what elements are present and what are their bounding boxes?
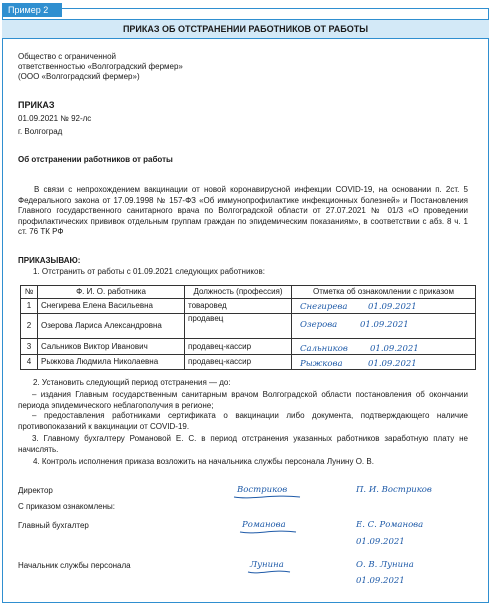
accountant-label: Главный бухгалтер xyxy=(18,521,89,530)
col-header-name: Ф. И. О. работника xyxy=(38,286,185,299)
handwritten-date: 01.09.2021 xyxy=(370,344,419,354)
preamble-text: В связи с непрохождением вакцинации от новой коронавирусной инфекции COVID-19, на основании п. 2ст. 5 Федерального закона от 17.09.1998 № 157-ФЗ «Об иммунопрофилактике инфекционных болезней» и Постановления Главного государственного санитарного врача по Волгоградской области от 27.07.2021 № 01/3 «О проведении профилактических прививок отдельным группам граждан по эпидемическим показаниям», в соответствии с абз. 8 ч. 1 ст. 76 ТК РФ xyxy=(18,185,468,236)
hr-label: Начальник службы персонала xyxy=(18,561,131,570)
handwritten-date: 01.09.2021 xyxy=(368,302,417,312)
item-3: 3. Главному бухгалтеру Романовой Е. С. в период отстранения указанных работников заработную плату не начислять. xyxy=(18,434,468,454)
row-num: 3 xyxy=(21,339,38,355)
row-num: 2 xyxy=(21,314,38,339)
accountant-signature: Романова xyxy=(242,520,286,530)
item-4: 4. Контроль исполнения приказа возложить на начальника службы персонала Лунину О. В. xyxy=(33,457,374,466)
handwritten-date: 01.09.2021 xyxy=(360,320,409,330)
handwritten-date: 01.09.2021 xyxy=(368,359,417,369)
director-label: Директор xyxy=(18,486,53,495)
col-header-position: Должность (профессия) xyxy=(185,286,292,299)
document-title: ПРИКАЗ ОБ ОТСТРАНЕНИИ РАБОТНИКОВ ОТ РАБОТЫ xyxy=(2,19,489,39)
order-city: г. Волгоград xyxy=(18,127,63,136)
org-name-line3: (ООО «Волгоградский фермер») xyxy=(18,72,140,81)
hr-date: 01.09.2021 xyxy=(356,576,405,586)
handwritten-mark: Рыжкова xyxy=(300,359,343,369)
row-position: продавец xyxy=(185,314,292,339)
orders-heading: ПРИКАЗЫВАЮ: xyxy=(18,256,81,265)
accountant-date: 01.09.2021 xyxy=(356,537,405,547)
hr-name: О. В. Лунина xyxy=(356,560,414,570)
table-header-row xyxy=(21,286,476,299)
director-name: П. И. Востриков xyxy=(356,485,432,495)
example-badge: Пример 2 xyxy=(2,3,62,17)
item-2b: – предоставления работниками сертификата о вакцинации либо документа, подтверждающего наличие противопоказаний к вакцинации от COVID-19. xyxy=(18,411,468,431)
accountant-name: Е. С. Романова xyxy=(356,520,424,530)
order-subject: Об отстранении работников от работы xyxy=(18,155,173,164)
handwritten-mark: Озерова xyxy=(300,320,338,330)
org-name-line1: Общество с ограниченной xyxy=(18,52,116,61)
order-date-number: 01.09.2021 № 92-лс xyxy=(18,114,92,123)
row-num: 4 xyxy=(21,355,38,370)
item-1: 1. Отстранить от работы с 01.09.2021 следующих работников: xyxy=(33,267,265,276)
director-signature-stroke xyxy=(232,494,302,500)
handwritten-mark: Сальников xyxy=(300,344,348,354)
item-2a: – издания Главным государственным санитарным врачом Волгоградской области постановления об окончании периода эпидемического неблагополучия в регионе; xyxy=(18,390,468,410)
row-position: продавец-кассир xyxy=(185,339,292,355)
row-position: товаровед xyxy=(185,299,292,314)
hr-signature: Лунина xyxy=(250,560,284,570)
row-name: Озерова Лариса Александровна xyxy=(38,314,185,339)
item-2: 2. Установить следующий период отстранения — до: xyxy=(33,378,231,387)
handwritten-mark: Снегирева xyxy=(300,302,348,312)
director-signature: Востриков xyxy=(237,485,288,495)
col-header-mark: Отметка об ознакомлении с приказом xyxy=(292,286,476,299)
org-name-line2: ответственностью «Волгоградский фермер» xyxy=(18,62,183,71)
row-name: Сальников Виктор Иванович xyxy=(38,339,185,355)
row-num: 1 xyxy=(21,299,38,314)
hr-signature-stroke xyxy=(246,569,292,575)
row-name: Снегирева Елена Васильевна xyxy=(38,299,185,314)
col-header-num: № xyxy=(21,286,38,299)
row-position: продавец-кассир xyxy=(185,355,292,370)
accountant-signature-stroke xyxy=(238,529,298,535)
row-name: Рыжкова Людмила Николаевна xyxy=(38,355,185,370)
order-heading: ПРИКАЗ xyxy=(18,100,55,110)
acquainted-label: С приказом ознакомлены: xyxy=(18,502,115,511)
